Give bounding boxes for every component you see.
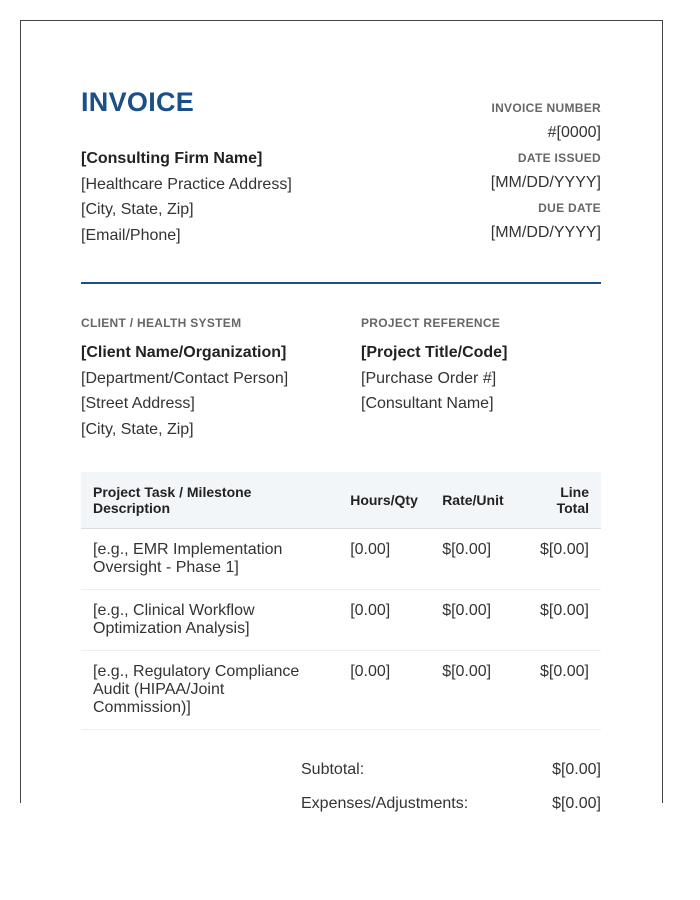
client-contact: [Department/Contact Person]	[81, 369, 289, 387]
subtotal-row	[301, 760, 601, 794]
due-date-label: DUE DATE	[538, 201, 601, 215]
row-total: $[0.00]	[522, 651, 601, 730]
totals-block	[301, 760, 601, 828]
line-items-table	[81, 472, 601, 730]
header-description: Project Task / Milestone Description	[81, 472, 338, 529]
date-issued-label: DATE ISSUED	[517, 151, 601, 165]
table-header-row	[81, 472, 601, 529]
project-po: [Purchase Order #]	[361, 369, 497, 387]
row-rate: $[0.00]	[430, 529, 522, 590]
table-row	[81, 590, 601, 651]
header-qty: Hours/Qty	[338, 472, 430, 529]
header-total: Line Total	[522, 472, 601, 529]
firm-block	[81, 146, 292, 249]
project-consultant: [Consultant Name]	[361, 395, 494, 412]
table-row	[81, 529, 601, 590]
header-divider	[81, 282, 601, 284]
invoice-meta	[491, 99, 601, 249]
firm-address: [Healthcare Practice Address]	[81, 175, 292, 193]
client-label: CLIENT / HEALTH SYSTEM	[81, 316, 242, 330]
row-description: [e.g., EMR Implementation Oversight - Phase 1]	[81, 529, 338, 590]
subtotal-label: Subtotal:	[301, 761, 365, 778]
firm-city: [City, State, Zip]	[81, 201, 194, 219]
firm-name: [Consulting Firm Name]	[81, 150, 263, 167]
table-row	[81, 651, 601, 730]
row-rate: $[0.00]	[430, 651, 522, 730]
invoice-page	[20, 20, 663, 812]
client-block	[81, 316, 331, 442]
row-description: [e.g., Regulatory Compliance Audit (HIPAA/Joint Commission)]	[81, 651, 338, 730]
date-issued: [MM/DD/YYYY]	[490, 174, 601, 191]
subtotal-value: $[0.00]	[552, 761, 601, 778]
expenses-value: $[0.00]	[552, 795, 601, 812]
row-qty: [0.00]	[338, 651, 430, 730]
invoice-number-label: INVOICE NUMBER	[491, 101, 601, 115]
invoice-title: INVOICE	[81, 87, 195, 117]
project-label: PROJECT REFERENCE	[361, 316, 501, 330]
client-city: [City, State, Zip]	[81, 420, 194, 438]
project-title: [Project Title/Code]	[361, 344, 508, 361]
invoice-number: #[0000]	[547, 124, 601, 141]
header-rate: Rate/Unit	[430, 472, 522, 529]
expenses-label: Expenses/Adjustments:	[301, 795, 469, 812]
due-date: [MM/DD/YYYY]	[490, 224, 601, 241]
row-total: $[0.00]	[522, 590, 601, 651]
firm-contact: [Email/Phone]	[81, 227, 181, 245]
row-total: $[0.00]	[522, 529, 601, 590]
client-name: [Client Name/Organization]	[81, 344, 287, 361]
row-qty: [0.00]	[338, 529, 430, 590]
row-qty: [0.00]	[338, 590, 430, 651]
project-block	[361, 316, 611, 417]
client-street: [Street Address]	[81, 395, 195, 412]
row-rate: $[0.00]	[430, 590, 522, 651]
row-description: [e.g., Clinical Workflow Optimization Analysis]	[81, 590, 338, 651]
expenses-row	[301, 794, 601, 828]
